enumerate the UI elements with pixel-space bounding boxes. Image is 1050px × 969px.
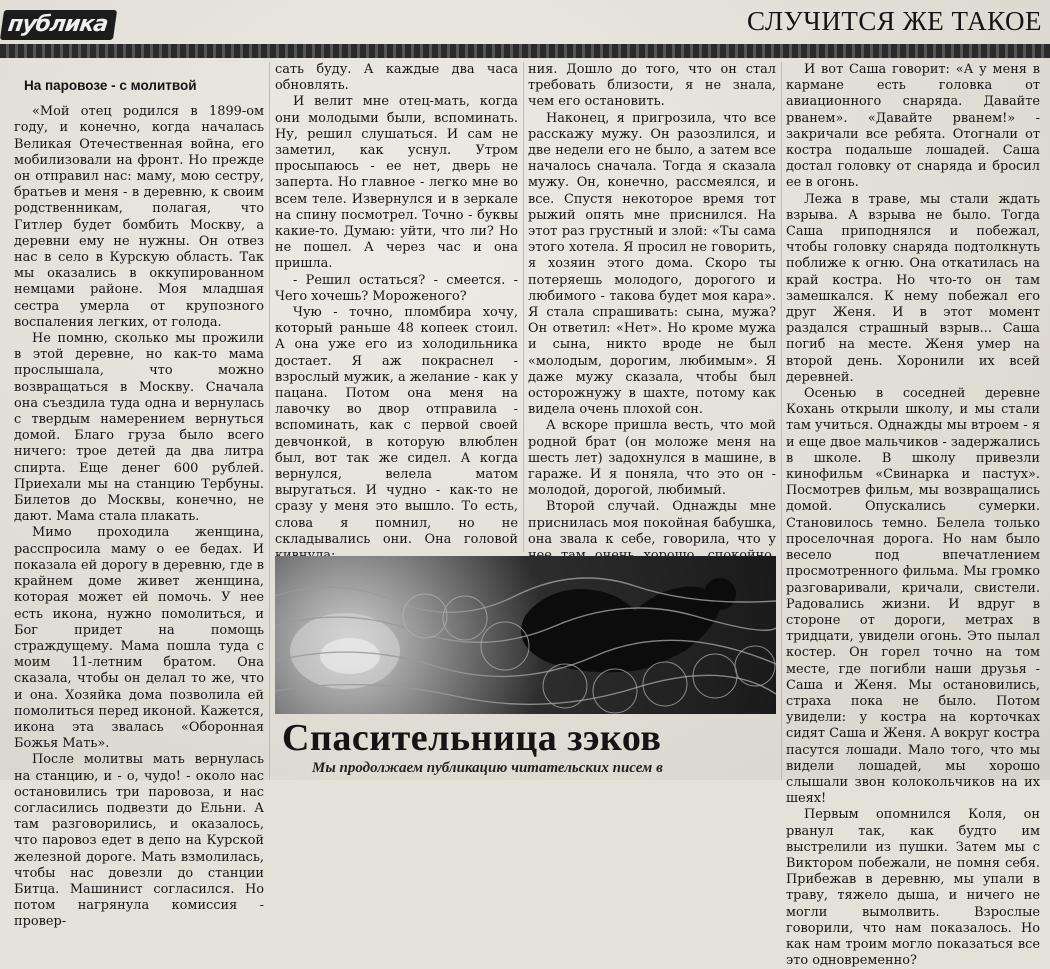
paragraph: сать буду. А каждые два часа обновлять. xyxy=(275,62,518,94)
column-divider xyxy=(781,62,782,780)
article-column-1 xyxy=(14,62,264,930)
paragraph: Чую - точно, пломбира хочу, который раньше 48 копеек стоил. А она уже его из холодильника достает. Я аж покраснел - взрослый мужик, а желание - как у пацана. Потом она меня на лавочку во двор отправила - вспоминать, как с первой своей девчонкой, в которую влюблен был, вот так же сидел. А когда вернулся, велела матом выругаться. И чудно - как-то не сразу у меня это вышло. То есть, слова я помнил, но не складывались они. Она головой xyxy=(275,305,518,547)
article-subtitle: Мы продолжаем публикацию читательских писем в xyxy=(312,760,663,776)
paragraph: Не помню, сколько мы прожили в этой деревне, но как-то мама прослышала, что можно возвращаться в Москву. Сначала она съездила туда одна и вернулась с твердым намерением вернуться домой. Благо груза было всего ничего: трое детей да два литра спирта. Еще денег 600 рублей. Приехали мы на станцию Тербуны. Билетов до Москвы, конечно, не дают. Мама стала плакать. xyxy=(14,331,264,525)
barbed-wire-illustration xyxy=(275,556,776,714)
article-title: Спасительница зэков xyxy=(282,717,662,759)
section-rubric: СЛУЧИТСЯ ЖЕ ТАКОЕ xyxy=(747,6,1042,36)
paragraph: А вскоре пришла весть, что мой родной брат (он моложе меня на шесть лет) задохнулся в машине, в гараже. И я поняла, что это он - молодой, дорогой, любимый. xyxy=(528,418,776,499)
paragraph: Лежа в траве, мы стали ждать взрыва. А взрыва не было. Тогда Саша приподнялся и побежал, чтобы головку снаряда подтолкнуть поближе к огню. Она откатилась на край костра. Но что-то он там замешкался. К нему побежал его друг Женя. И в этот момент раздался страшный взрыв... Саша погиб на месте. Женя умер на второй день. Хоронили их всей деревней. xyxy=(786,191,1040,385)
article-headline: На паровозе - с молитвой xyxy=(24,78,197,93)
paragraph: ния. Дошло до того, что он стал требовать близости, я не знала, чем его остановить. xyxy=(528,62,776,110)
paragraph: Первым опомнился Коля, он рванул так, как будто им выстрелили из пушки. Затем мы с Виктором побежали, не помня себя. Прибежав в деревню, мы упали в траву, тяжело дыша, и ничего не могли вымолвить. Взрослые говорили, что нам показалось. Но как нам троим могло показаться все это одновременно? xyxy=(786,807,1040,969)
masthead xyxy=(0,0,1050,52)
column-divider xyxy=(269,62,270,780)
column-divider xyxy=(523,62,524,552)
paragraph: После молитвы мать вернулась на станцию, и - о, чудо! - около нас остановились три паровоза, и нас согласились подвезти до Ельни. А там разговорились, и оказалось, что паровоз едет в депо на Курской железной дороге. Мать взмолилась, чтобы нас довезли до станции Битца. Машинист согласился. Но потом нагрянула комиссия - провер- xyxy=(14,752,264,930)
paragraph: Мимо проходила женщина, расспросила маму о ее бедах. И показала ей дорогу в деревню, где в крайнем доме живет женщина, которая может ей помочь. У нее есть икона, нужно помолиться, и Бог придет на помощь страждущему. Мама пошла туда с моим 11-летним братом. Она сказала, чтобы он делал то же, что и она. Хозяйка дома позволила ей помолиться перед иконой. Кажется, икона эта звалась «Оборонная Божья Мать». xyxy=(14,525,264,752)
paragraph: И велит мне отец-мать, когда они молодыми были, вспоминать. Ну, решил слушаться. И сам не заметил, как уснул. Утром просыпаюсь - ее нет, дверь не заперта. Но главное - легко мне во всем теле. Извернулся и в зеркале на спину посмотрел. Точно - буквы какие-то. Думаю: уйти, что ли? Но не пошел. А через час и она пришла. xyxy=(275,94,518,272)
paragraph: И вот Саша говорит: «А у меня в кармане есть головка от авиационного снаряда. Давайте рванем». «Давайте рванем!» - закричали все ребята. Отогнали от костра подальше лошадей. Саша достал головку от снаряда и бросил ее в огонь. xyxy=(786,62,1040,191)
masthead-rule xyxy=(0,44,1050,58)
paragraph: Осенью в соседней деревне Кохань открыли школу, и мы стали там учиться. Однажды мы втроем - я и еще двое мальчиков - задержались в школе. В школу привезли кинофильм «Свинарка и пастух». Посмотрев фильм, мы возвращались домой. Опускались сумерки. Становилось темно. Белела только проселочная дорога. Но нам было весело под впечатлением просмотренного фильма. Мы громко разговаривали, кричали, свистели. Радовались жизни. И вдруг в стороне от дороги, метрах в тридцати, увидели огонь. Это пылал костер. Он горел точно на том месте, где погибли наши друзья - Саша и Женя. Мы остановились, страха пока не было. Потом увидели: у костра на корточках сидят Саша и Женя. А вокруг костра пасутся лошади. Мало того, что мы видели лошадей, мы хорошо слышали звон колокольчиков на их шеях! xyxy=(786,386,1040,807)
paragraph: - Решил остаться? - смеется. - Чего хочешь? Мороженого? xyxy=(275,272,518,304)
publication-logo: публика xyxy=(0,10,117,40)
article-column-2 xyxy=(275,62,518,552)
paragraph: Второй случай. Однажды мне приснилась моя покойная бабушка, она звала к себе, говорила, что у xyxy=(528,499,776,547)
article-column-3 xyxy=(528,62,776,554)
paragraph: Наконец, я пригрозила, что все расскажу мужу. Он разозлился, и две недели его не было, а затем все началось сначала. Тогда я сказала мужу. Он, конечно, рассмеялся, и все. Спустя некоторое время тот рыжий опять мне приснился. На этот раз грустный и злой: «Ты сама этого хотела. Я просил не говорить, я хозяин этого дома. Скоро ты потеряешь молодого, дорогого и любимого - такова будет моя кара». Я стала спрашивать: сына, мужа? Он ответил: «Нет». Но кроме мужа и сына, никто вроде не был «молодым, дорогим, любимым». Я даже мужу сказала, чтобы был осторожнужу в шахте, потому как видела очень плохой сон. xyxy=(528,110,776,418)
article-column-4 xyxy=(786,62,1040,969)
paragraph: «Мой отец родился в 1899-ом году, и конечно, когда началась Великая Отечественная война, его мобилизовали на фронт. Но прежде он отправил нас: маму, мою сестру, братьев и меня - в деревню, к своим родственникам, полагая, что Гитлер будет бомбить Москву, а деревни ему не нужны. Он отвез нас в село в Курскую область. Так мы оказались в оккупированном немцами районе. Моя младшая сестра умерла от крупозного воспаления легких, от голода. xyxy=(14,104,264,330)
barbed-wire-photo xyxy=(275,556,776,714)
